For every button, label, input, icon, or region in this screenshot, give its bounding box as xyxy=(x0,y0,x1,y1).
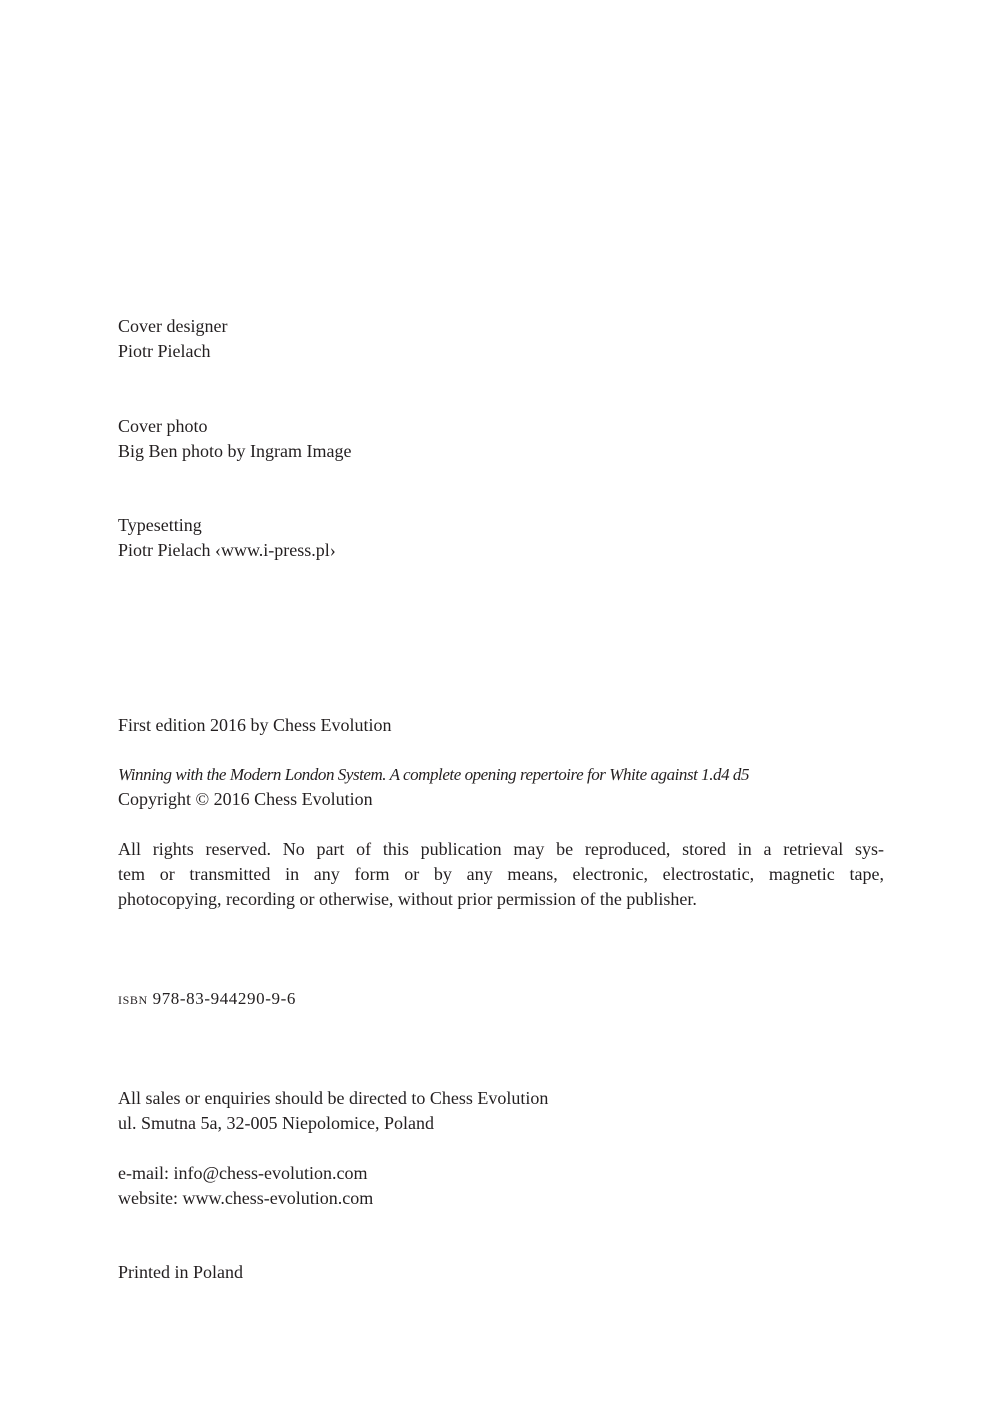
sales-address: ul. Smutna 5a, 32-005 Niepolomice, Poland xyxy=(118,1113,434,1133)
cover-designer-name: Piotr Pielach xyxy=(118,341,211,361)
book-title: Winning with the Modern London System. A complete opening repertoire for White against 1.d4 d5 xyxy=(118,765,750,784)
copyright-line: Copyright © 2016 Chess Evolution xyxy=(118,789,373,809)
contact-website: website: www.chess-evolution.com xyxy=(118,1188,374,1208)
rights-line-2: tem or transmitted in any form or by any means, electronic, electrostatic, magnetic tape, xyxy=(118,864,884,884)
contact-email: e-mail: info@chess-evolution.com xyxy=(118,1163,368,1183)
typesetting-credit: Piotr Pielach ‹www.i-press.pl› xyxy=(118,540,336,560)
cover-designer-label: Cover designer xyxy=(118,316,228,336)
sales-line-1: All sales or enquiries should be directed to Chess Evolution xyxy=(118,1088,549,1108)
rights-paragraph xyxy=(118,837,884,912)
typesetting-label: Typesetting xyxy=(118,515,202,535)
cover-photo-credit: Big Ben photo by Ingram Image xyxy=(118,441,352,461)
printed-in: Printed in Poland xyxy=(118,1262,243,1282)
rights-line-3: photocopying, recording or otherwise, without prior permission of the publisher. xyxy=(118,889,697,909)
first-edition-line: First edition 2016 by Chess Evolution xyxy=(118,715,392,735)
isbn-line: isbn 978-83-944290-9-6 xyxy=(118,989,296,1008)
rights-line-1: All rights reserved. No part of this publication may be reproduced, stored in a retrieval sys- xyxy=(118,839,884,859)
cover-photo-label: Cover photo xyxy=(118,416,208,436)
